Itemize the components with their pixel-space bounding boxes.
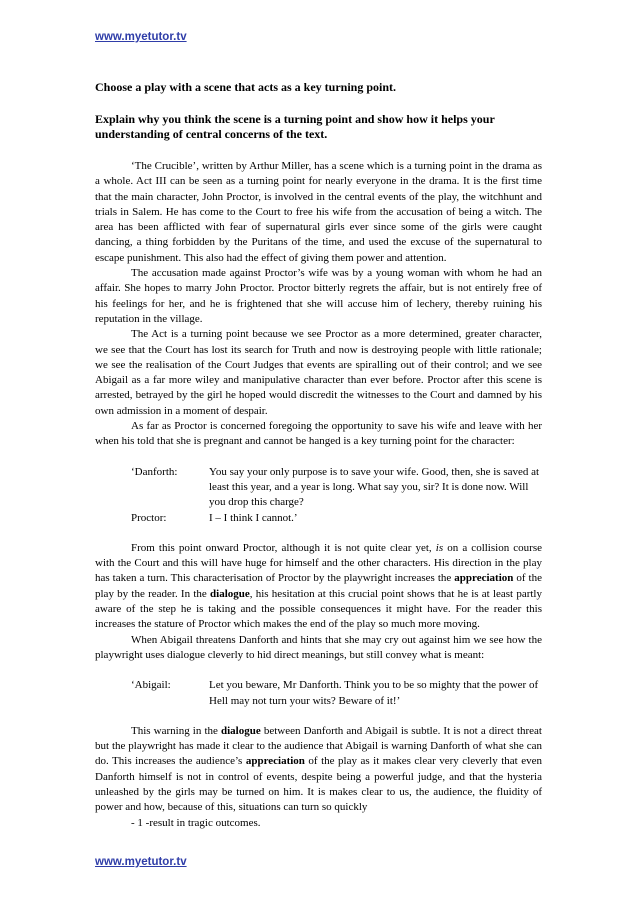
essay-paragraph: ‘The Crucible’, written by Arthur Miller, has a scene which is a turning point in the drama as a whole. Act III can be seen as a turning point for nearly everyone in the drama. It is the first time that the main character, John Proctor, is involved in the central events of the play, the witchhunt and trials in Salem. He has come to the Court to free his wife from the accusation of being a witch. The area has been afflicted with fear of supernatural girls ever since some of the girls were caught dancing, a thing forbidden by the Puritans of the time, and used the excuse of the supernatural to escape punishment. This also had the effect of giving them power and attention. — [95, 160, 542, 264]
emphasis: is — [435, 541, 444, 554]
quote-text: I – I think I cannot.’ — [209, 511, 298, 524]
essay-paragraph: When Abigail threatens Danforth and hints that she may cry out against him we see how the playwright uses dialogue cleverly to hid direct meanings, but still convey what is meant: — [95, 633, 542, 661]
essay — [95, 159, 542, 831]
quote-speaker: Proctor: — [131, 511, 167, 524]
key-term: appreciation — [454, 572, 514, 585]
quote-text: Let you beware, Mr Danforth. Think you to be so mighty that the power of Hell may not turn your wits? Beware of it!’ — [209, 679, 539, 707]
page-marker-line: - 1 -result in tragic outcomes. — [131, 816, 261, 829]
key-term: appreciation — [245, 755, 305, 768]
essay-paragraph: As far as Proctor is concerned foregoing the opportunity to save his wife and leave with her when his told that she is pregnant and cannot be hanged is a key turning point for the character: — [95, 420, 542, 448]
question-line-2: Explain why you think the scene is a turning point and show how it helps your understanding of central concerns of the text. — [95, 112, 495, 141]
quote-speaker: ‘Abigail: — [131, 679, 171, 692]
quote-text: You say your only purpose is to save your wife. Good, then, she is saved at least this year, and a year is long. What say you, sir? It is done now. Will you drop this charge? — [209, 465, 540, 509]
header-link[interactable]: www.myetutor.tv — [95, 31, 187, 43]
quotation-abigail — [131, 678, 542, 709]
question-line-1: Choose a play with a scene that acts as a key turning point. — [95, 80, 397, 94]
essay-paragraph: This warning in the dialogue between Danforth and Abigail is subtle. It is not a direct threat but the playwright has made it clear to the audience that Abigail is warning Danforth of what she can do. This increases the audience’s appreciation of the play as it makes clear very cleverly that even Danforth himself is not in control of events, despite being a powerful judge, and that the hysteria unleashed by the girls may be turned on him. It is makes clear to us, the audience, the fluidity of power and how, because of this, situations can turn so quickly — [95, 724, 543, 814]
quotation-danforth-proctor — [131, 465, 542, 526]
essay-paragraph: The accusation made against Proctor’s wife was by a young woman with whom he had an affair. She hopes to marry John Proctor. Proctor bitterly regrets the affair, but is not entirely free of his feelings for her, and he is frightened that she will accuse him of lechery, thereby ruining his reputation in the village. — [95, 267, 542, 325]
quote-speaker: ‘Danforth: — [131, 465, 178, 478]
essay-paragraph: The Act is a turning point because we see Proctor as a more determined, greater character, we see that the Court has lost its search for Truth and now is destroying people with little rationale; we see the realisation of the Court Judges that events are spiralling out of their control; and we see Abigail as a far more wiley and manipulative character than ever before. Proctor after this scene is arrested, betrayed by the girl he hoped would discredit the witnesses to the Court and damned by his own admission in a moment of despair. — [95, 328, 542, 417]
footer-link[interactable]: www.myetutor.tv — [95, 856, 187, 868]
document-body — [95, 80, 542, 831]
essay-paragraph: From this point onward Proctor, although it is not quite clear yet, is on a collision course with the Court and this will have huge for himself and the other characters. His direction in the play has taken a turn. This characterisation of Proctor by the playwright increases the appreciation of the play by the reader. In the dialogue, his hesitation at this crucial point shows that he is at least partly aware of the step he is taking and the possible consequences it might have. For the reader this increases the stature of Proctor which makes the end of the play so much more moving. — [95, 541, 543, 631]
key-term: dialogue — [221, 724, 261, 737]
key-term: dialogue — [210, 587, 250, 600]
